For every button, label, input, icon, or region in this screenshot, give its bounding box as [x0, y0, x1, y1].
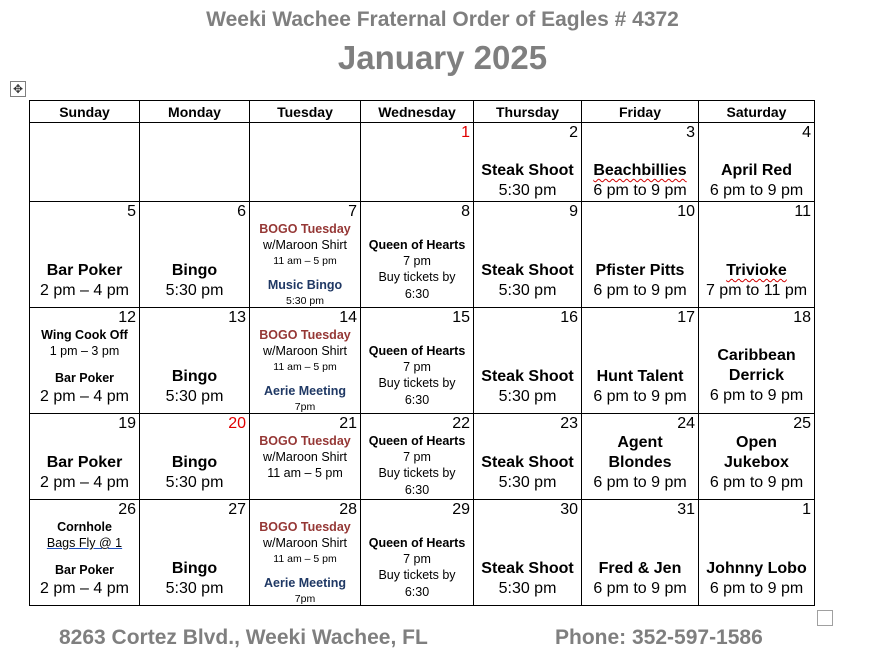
day-number: 4 — [802, 124, 811, 141]
day-cell[interactable] — [30, 123, 140, 202]
day-number: 14 — [339, 309, 357, 326]
day-number: 30 — [560, 501, 578, 518]
event-time: 11 am – 5 pm — [273, 255, 337, 267]
day-number: 1 — [461, 124, 470, 141]
event-title: Fred & Jen — [598, 560, 682, 577]
day-cell[interactable] — [30, 414, 140, 500]
event-title: Steak Shoot — [481, 454, 574, 471]
day-cell[interactable] — [699, 123, 815, 202]
event-detail: Buy tickets by — [378, 270, 456, 284]
event-title: Cornhole — [57, 520, 112, 534]
event-time: 6 pm to 9 pm — [709, 474, 804, 491]
day-cell[interactable] — [250, 202, 361, 308]
event-time: 5:30 pm — [165, 282, 224, 299]
event-detail: Bags Fly @ 1 — [46, 536, 123, 550]
day-number: 26 — [118, 501, 136, 518]
event-detail: Buy tickets by — [378, 376, 456, 390]
event-title: Bar Poker — [46, 262, 123, 279]
event-detail: w/Maroon Shirt — [262, 536, 348, 550]
day-number: 21 — [339, 415, 357, 432]
event-title: Bingo — [171, 262, 218, 279]
day-cell[interactable] — [140, 123, 250, 202]
event-title: Wing Cook Off — [41, 328, 128, 342]
day-number: 25 — [793, 415, 811, 432]
day-cell[interactable] — [140, 500, 250, 606]
day-number: 19 — [118, 415, 136, 432]
day-cell[interactable] — [699, 308, 815, 414]
event-time: 2 pm – 4 pm — [40, 580, 129, 597]
day-number: 15 — [452, 309, 470, 326]
day-cell[interactable] — [474, 308, 582, 414]
event-detail: Buy tickets by — [378, 466, 456, 480]
event-title: Trivioke — [726, 262, 787, 279]
event-time: 11 am – 5 pm — [273, 553, 337, 565]
day-number: 29 — [452, 501, 470, 518]
event-detail: Buy tickets by — [378, 568, 456, 582]
event-time: 7 pm — [403, 552, 431, 566]
event-title: Aerie Meeting — [264, 384, 346, 398]
event-title: Bingo — [171, 368, 218, 385]
event-time: 2 pm – 4 pm — [40, 282, 129, 299]
event-time: 6 pm to 9 pm — [709, 182, 804, 199]
event-time: 6 pm to 9 pm — [709, 387, 804, 404]
day-cell[interactable] — [474, 414, 582, 500]
event-time: 5:30 pm — [286, 295, 324, 307]
day-number: 24 — [677, 415, 695, 432]
event-detail: w/Maroon Shirt — [262, 238, 348, 252]
footer-address: 8263 Cortez Blvd., Weeki Wachee, FL — [59, 626, 428, 649]
month-title: January 2025 — [337, 39, 548, 76]
event-detail: 6:30 — [404, 585, 430, 599]
organization-title: Weeki Wachee Fraternal Order of Eagles # 4372 — [206, 8, 679, 31]
event-title: Steak Shoot — [481, 162, 574, 179]
event-title: Beachbillies — [593, 162, 687, 179]
event-title: BOGO Tuesday — [259, 520, 351, 534]
event-time: 6 pm to 9 pm — [593, 182, 687, 199]
event-title: BOGO Tuesday — [259, 328, 351, 342]
event-detail: w/Maroon Shirt — [262, 344, 348, 358]
day-number: 8 — [461, 203, 470, 220]
day-cell[interactable] — [140, 308, 250, 414]
day-number: 3 — [686, 124, 695, 141]
event-title: Bingo — [171, 454, 218, 471]
week-row — [30, 500, 815, 606]
day-cell[interactable] — [361, 414, 474, 500]
day-cell[interactable] — [361, 123, 474, 202]
weekday-sunday: Sunday — [30, 101, 140, 123]
event-title: Steak Shoot — [481, 560, 574, 577]
week-row — [30, 202, 815, 308]
day-cell[interactable] — [582, 123, 699, 202]
event-title: Aerie Meeting — [264, 576, 346, 590]
day-cell[interactable] — [474, 123, 582, 202]
event-title: Pfister Pitts — [595, 262, 685, 279]
event-title: BOGO Tuesday — [259, 434, 351, 448]
event-title: BOGO Tuesday — [259, 222, 351, 236]
weekday-header-row — [30, 101, 815, 123]
day-number: 27 — [228, 501, 246, 518]
event-title: April Red — [720, 162, 793, 179]
event-title: Johnny Lobo — [706, 560, 807, 577]
event-time: 5:30 pm — [498, 182, 557, 199]
event-title: Bar Poker — [54, 371, 115, 385]
day-number: 28 — [339, 501, 357, 518]
event-title: Derrick — [728, 367, 785, 384]
event-time: 6 pm to 9 pm — [593, 388, 687, 405]
week-row — [30, 414, 815, 500]
event-title: Queen of Hearts — [368, 536, 466, 550]
day-cell[interactable] — [582, 308, 699, 414]
event-time: 7 pm — [403, 254, 431, 268]
day-cell[interactable] — [140, 414, 250, 500]
event-time: 5:30 pm — [165, 580, 224, 597]
weekday-thursday: Thursday — [474, 101, 582, 123]
day-cell[interactable] — [30, 500, 140, 606]
day-number: 31 — [677, 501, 695, 518]
day-number: 5 — [127, 203, 136, 220]
event-time: 1 pm – 3 pm — [49, 344, 120, 358]
weekday-friday: Friday — [582, 101, 699, 123]
weekday-monday: Monday — [140, 101, 250, 123]
event-title: Music Bingo — [267, 278, 343, 292]
day-cell[interactable] — [250, 123, 361, 202]
event-time: 7pm — [294, 593, 316, 605]
weekday-saturday: Saturday — [699, 101, 815, 123]
day-number: 20 — [228, 415, 246, 432]
day-number: 1 — [802, 501, 811, 518]
day-cell[interactable] — [474, 500, 582, 606]
event-time: 5:30 pm — [498, 474, 557, 491]
day-cell[interactable] — [582, 414, 699, 500]
event-time: 7 pm to 11 pm — [705, 282, 808, 299]
day-number: 13 — [228, 309, 246, 326]
event-title: Blondes — [608, 454, 672, 471]
event-time: 6 pm to 9 pm — [593, 282, 687, 299]
day-number: 9 — [569, 203, 578, 220]
day-cell[interactable] — [250, 414, 361, 500]
event-title: Hunt Talent — [596, 368, 684, 385]
weekday-tuesday: Tuesday — [250, 101, 361, 123]
event-time: 6 pm to 9 pm — [593, 580, 687, 597]
event-title: Steak Shoot — [481, 368, 574, 385]
event-detail: w/Maroon Shirt — [262, 450, 348, 464]
day-number: 2 — [569, 124, 578, 141]
event-title: Queen of Hearts — [368, 344, 466, 358]
move-arrows-icon[interactable]: ✥ — [10, 81, 26, 97]
event-title: Open — [736, 434, 777, 451]
day-cell[interactable] — [30, 308, 140, 414]
event-title: Queen of Hearts — [368, 238, 466, 252]
event-time: 6 pm to 9 pm — [709, 580, 804, 597]
calendar-grid — [29, 100, 815, 606]
day-cell[interactable] — [582, 202, 699, 308]
day-number: 17 — [677, 309, 695, 326]
day-cell[interactable] — [140, 202, 250, 308]
event-time: 6 pm to 9 pm — [593, 474, 687, 491]
week-row — [30, 123, 815, 202]
day-number: 10 — [677, 203, 695, 220]
day-cell[interactable] — [250, 500, 361, 606]
event-title: Bar Poker — [54, 563, 115, 577]
event-time: 11 am – 5 pm — [273, 361, 337, 373]
event-title: Queen of Hearts — [368, 434, 466, 448]
event-time: 5:30 pm — [498, 580, 557, 597]
event-time: 7pm — [294, 401, 316, 413]
day-number: 11 — [794, 203, 811, 220]
event-title: Caribbean — [717, 347, 796, 364]
day-number: 23 — [560, 415, 578, 432]
event-title: Jukebox — [724, 454, 789, 471]
day-number: 18 — [793, 309, 811, 326]
table-resize-icon[interactable] — [817, 610, 833, 626]
day-cell[interactable] — [250, 308, 361, 414]
event-detail: 6:30 — [404, 483, 430, 497]
event-time: 5:30 pm — [165, 474, 224, 491]
day-number: 7 — [348, 203, 357, 220]
day-cell[interactable] — [582, 500, 699, 606]
event-time: 7 pm — [403, 360, 431, 374]
event-detail: 6:30 — [404, 287, 430, 301]
weekday-wednesday: Wednesday — [361, 101, 474, 123]
event-time: 5:30 pm — [498, 388, 557, 405]
day-number: 12 — [118, 309, 136, 326]
day-number: 16 — [560, 309, 578, 326]
day-cell[interactable] — [699, 500, 815, 606]
day-cell[interactable] — [361, 202, 474, 308]
event-time: 5:30 pm — [165, 388, 224, 405]
event-title: Bingo — [171, 560, 218, 577]
event-detail: 6:30 — [404, 393, 430, 407]
event-time: 5:30 pm — [498, 282, 557, 299]
event-time: 2 pm – 4 pm — [40, 474, 129, 491]
day-number: 6 — [237, 203, 246, 220]
event-title: Steak Shoot — [481, 262, 574, 279]
day-cell[interactable] — [30, 202, 140, 308]
day-cell[interactable] — [474, 202, 582, 308]
event-time: 11 am – 5 pm — [267, 466, 343, 480]
week-row — [30, 308, 815, 414]
event-time: 7 pm — [403, 450, 431, 464]
event-time: 2 pm – 4 pm — [40, 388, 129, 405]
event-title: Agent — [617, 434, 663, 451]
day-cell[interactable] — [361, 500, 474, 606]
event-title: Bar Poker — [46, 454, 123, 471]
day-cell[interactable] — [361, 308, 474, 414]
day-number: 22 — [452, 415, 470, 432]
footer-phone: Phone: 352-597-1586 — [555, 626, 763, 649]
day-cell[interactable] — [699, 414, 815, 500]
day-cell[interactable] — [699, 202, 815, 308]
